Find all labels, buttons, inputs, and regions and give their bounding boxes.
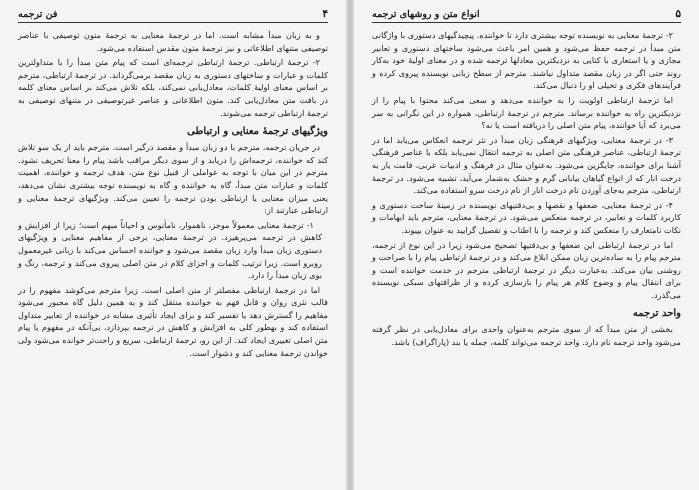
left-page-header [18,8,328,23]
right-page-running-title: انواع متن و روشهای ترجمه [372,9,480,20]
right-page-header [372,8,681,23]
list-item: ۱- ترجمهٔ معنایی معمولاً موجز، ناهموار، نامأنوس و احیاناً مبهم است؛ زیرا از افزایش و کاهش در ترجمه می‌پرهیزد. در ترجمهٔ معنایی، برخی از مفاهیم معنایی و ویژگیهای دستوری زبان مبدأ وارد زبان مقصد می‌شود و خواننده احساس می‌کند با زبانی غیرمعمول روبرو است. زیرا ترتیب کلمات و اجزای کلام در متن اصلی پیروی می‌کند و ترجمه، رنگ و بوی زبان مبدأ را دارد. [18,219,322,281]
paragraph: و به زبان مبدأ مشابه است. اما در ترجمهٔ معنایی به ترجمهٔ متون توصیفی با عناصر توصیفی متنهای اطلاعاتی و نیز ترجمهٔ متون مقدس استفاده می‌شود. [18,30,328,53]
paragraph: ۴- در ترجمهٔ معنایی، ضعفها و نقصها و بی‌دقتیهای نویسنده در زمینهٔ ساخت دستوری و کاربرد کلمات و تعابیر، در ترجمه منعکس می‌شود. در ترجمهٔ معنایی، مترجم باید ابهامات و نکات نامتعارف را منعکس کند و ترجمه را با اطناب و تفصیل گرایید به عنوان بپیوند. [372,199,681,235]
left-page-number: ۴ [322,8,328,20]
left-page-running-title: فن ترجمه [18,9,58,20]
right-page-number: ۵ [675,8,681,20]
paragraph: ۳- در ترجمهٔ معنایی، ویژگیهای فرهنگی زبان مبدأ در نثر ترجمه انعکاس می‌یابد اما در ترجمهٔ ارتباطی، عناصر فرهنگی متن اصلی به ترجمه انتقال نمی‌یابد بلکه با عناصر فرهنگی آشنا برای خواننده، جایگزین می‌شود. به‌عنوان مثال در فرهنگ و ادبیات عربی، قامت یار به درخت انار که از انواع گیاهان بیابانی گرم و خشک به‌شمار می‌آید، تشبیه می‌شود. در ترجمهٔ ارتباطی، مترجم به‌جای آوردن نام درخت انار از نام درخت سرو استفاده می‌کند. [372,134,681,196]
paragraph: بخشی از متن مبدأ که از سوی مترجم به‌عنوان واحدی برای معادل‌یابی در نظر گرفته می‌شود واحد ترجمه نام دارد. واحد ترجمه می‌تواند کلمه، جمله یا بند (پاراگراف) باشد. [372,324,681,348]
paragraph: در جریان ترجمه، مترجم با دو زبان مبدأ و مقصد درگیر است. مترجم باید از یک سو تلاش کند که خواننده، ترجمه‌اش را دریابد و از سوی دیگر مراقب باشد پیام را معنا تحریف نشود. مترجم در این میان با توجه به عواملی از قبیل نوع متن، هدف ترجمه و خواننده، اهمیت کلمات و عبارات متن مبدأ، گاه به خواننده و گاه به نویسنده توجه بیشتری نشان می‌دهد، یعنی میزان معنایی یا ارتباطی بودن ترجمه را تعیین می‌کند. ویژگیهای ترجمهٔ معنایی و ارتباطی عبارتند از: [18,142,328,216]
paragraph: ۲- ترجمهٔ ارتباطی. ترجمهٔ ارتباطی ترجمه‌ای است که پیام متن مبدأ را با متداولترین کلمات و عبارات و ساختهای دستوری به زبان مقصد برمی‌گرداند. در ترجمهٔ ارتباطی، مترجم بر اساس معنای اولیهٔ کلمات، معادل‌یابی نمی‌کند، بلکه تلاش می‌کند بر اساس معنای کلمه در بافت متن معادل‌یابی کند. متون اطلاعاتی و عناصر غیرتوصیفی در متنهای توصیفی به ترجمهٔ ارتباطی ترجمه می‌شوند. [18,57,328,118]
right-page [350,0,699,490]
section-heading: ویژگیهای ترجمهٔ معنایی و ارتباطی [187,126,328,138]
paragraph: اما ترجمهٔ ارتباطی اولویت را به خواننده می‌دهد و سعی می‌کند محتوا با پیام را از نزدیکترین راه به خواننده برساند. مترجم در ترجمهٔ ارتباطی، همواره در این نگرانی به سر می‌برد که آیا خواننده، پیام متن اصلی را دریافته است یا نه؟ [372,94,681,131]
paragraph: ۲- ترجمهٔ معنایی به نویسنده توجه بیشتری دارد تا خواننده. پیچیدگیهای دستوری با واژگانی متن مبدأ در ترجمه حفظ می‌شود و همین امر باعث می‌شود ساختهای دستوری و تعابیر مجازی و یا استعاری با کنایی به نزدیکترین معادلها ترجمه شده و در معنای اولیهٔ خود به‌کار روند حتی اگر در زبان مقصد متداول نباشند. مترجم از سطح زبانی نویسنده پیروی کرده و فرآیندهای فکری و تخیلی او را دنبال می‌کند. [372,30,681,91]
section-heading: واحد ترجمه [632,308,681,320]
paragraph: اما در ترجمهٔ ارتباطی مفصلتر از متن اصلی است. زیرا مترجم می‌کوشد مفهوم را در قالب نثری روان و قابل فهم به خواننده منتقل کند و به همین دلیل گاه مجبور می‌شود مفاهیم را گسترش دهد یا تفسیر کند و برای ایجاد تأثیری مشابه در خواننده از تعابیر متداول استفاده کند و بهطور کلی به افزایش و کاهش در ترجمه بپردازد، بی‌آنکه در مفهوم یا پیام متن اصلی تغییری ایجاد کند. از این رو، ترجمهٔ ارتباطی، سریع و راحت‌تر خوانده می‌شود ولی خواندن ترجمهٔ معنایی کند و دشوار است. [18,284,328,358]
paragraph: اما در ترجمهٔ ارتباطی این ضعفها و بی‌دقتیها تصحیح می‌شود زیرا در این نوع از ترجمه، مترجم پیام را به ساده‌ترین زبان ممکن ابلاغ می‌کند و در ترجمهٔ ارتباطی پیام را با صراحت و روشنی بیان می‌کند. به‌عبارت دیگر در ترجمهٔ ارتباطی مترجم در خدمت خواننده است و برای انتقال پیام و وضوح کلام هر پیام را بازسازی کرده و از ظرافتهای سبکی نویسنده می‌گذرد. [372,239,681,300]
